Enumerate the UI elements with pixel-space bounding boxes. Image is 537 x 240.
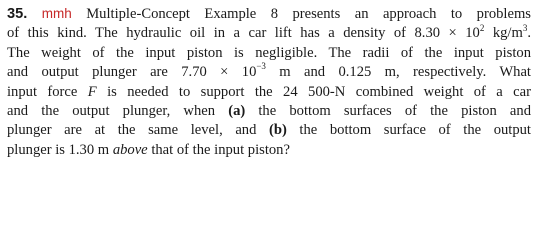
emphasis-above: above: [112, 141, 148, 158]
mmh-tag: mmh: [41, 6, 72, 21]
problem-text: the bottom surface of the output: [286, 122, 531, 139]
problem-text: kg/m: [484, 25, 523, 42]
problem-number: 35.: [7, 6, 28, 22]
exponent: 3: [522, 22, 528, 33]
problem-text: and the output plunger, when: [7, 103, 229, 120]
problem-line-8: [7, 141, 531, 160]
force-variable: F: [87, 83, 97, 100]
problem-text: and output plunger are 7.70 × 10: [7, 64, 257, 81]
part-b-label: (b): [268, 122, 287, 139]
problem-line-2: [7, 24, 531, 43]
problem-text: is needed to support the 24 500-N combined weight of a car: [96, 83, 531, 100]
problem-text: The weight of the input piston is negligible. The radii of the input piston: [7, 44, 531, 61]
problem-text: Multiple-Concept Example 8 presents an approach to problems: [86, 6, 531, 22]
problem-text: of this kind. The hydraulic oil in a car lift has a density of 8.30 × 10: [7, 25, 480, 42]
problem-text: plunger is 1.30 m: [7, 141, 113, 158]
problem-text: input force: [7, 83, 88, 100]
problem-line-3: [7, 44, 531, 63]
problem-line-1: [7, 4, 531, 24]
problem-line-4: [7, 63, 531, 82]
problem-35: [7, 4, 531, 160]
problem-text: m and 0.125 m, respectively. What: [265, 64, 531, 81]
problem-text: the bottom surfaces of the piston and: [245, 103, 531, 120]
problem-text: that of the input piston?: [147, 141, 290, 158]
problem-text: plunger are at the same level, and: [7, 122, 269, 139]
part-a-label: (a): [228, 103, 246, 120]
problem-line-6: [7, 102, 531, 121]
problem-line-5: [7, 83, 531, 102]
problem-line-7: [7, 121, 531, 140]
exponent: −3: [256, 61, 266, 72]
problem-text: .: [527, 25, 531, 42]
exponent: 2: [479, 22, 485, 33]
